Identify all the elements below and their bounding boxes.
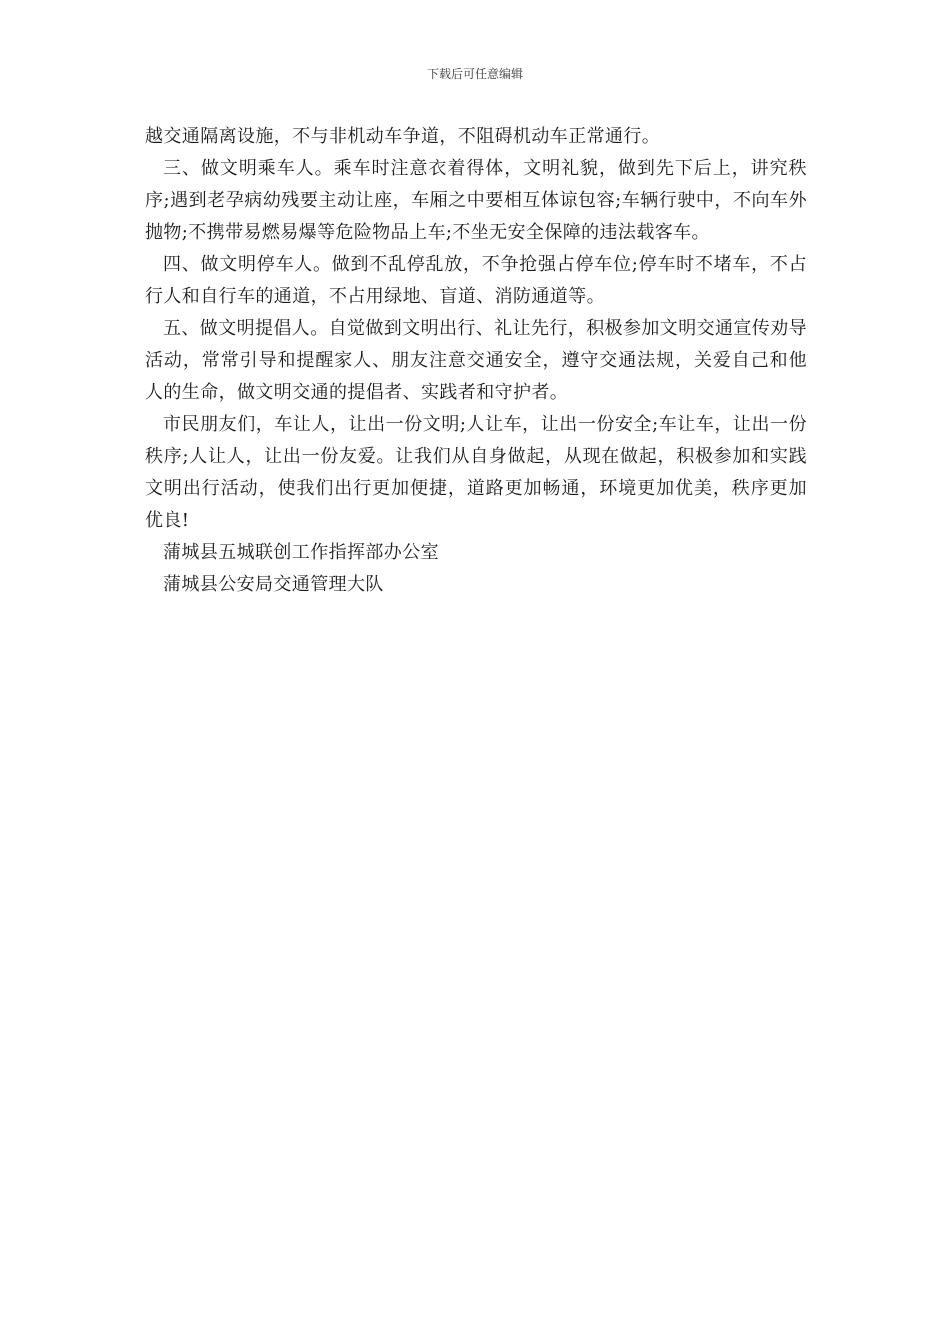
document-body [145,121,807,601]
paragraph-closing-appeal: 市民朋友们，车让人，让出一份文明;人让车，让出一份安全;车让车，让出一份秩序;人让人，让出一份友爱。让我们从自身做起，从现在做起，积极参加和实践文明出行活动，使我们出行更加便捷，道路更加畅通，环境更加优美，秩序更加优良! [145,414,807,531]
paragraph-continuation: 越交通隔离设施，不与非机动车争道，不阻碍机动车正常通行。 [145,126,661,147]
paragraph-civil-parking: 四、做文明停车人。做到不乱停乱放，不争抢强占停车位;停车时不堵车，不占行人和自行车的通道，不占用绿地、盲道、消防通道等。 [145,254,807,307]
paragraph-civil-passenger: 三、做文明乘车人。乘车时注意衣着得体，文明礼貌，做到先下后上，讲究秩序;遇到老孕病幼残要主动让座，车厢之中要相互体谅包容;车辆行驶中，不向车外抛物;不携带易燃易爆等危险物品上车;不坐无安全保障的违法载客车。 [145,158,807,243]
paragraph-civil-advocate: 五、做文明提倡人。自觉做到文明出行、礼让先行，积极参加文明交通宣传劝导活动，常常引导和提醒家人、朋友注意交通安全，遵守交通法规，关爱自己和他人的生命，做文明交通的提倡者、实践者和守护者。 [145,318,807,403]
signature-office: 蒲城县五城联创工作指挥部办公室 [163,542,439,563]
signature-traffic-brigade: 蒲城县公安局交通管理大队 [163,574,384,595]
page-header: 下载后可任意编辑 [426,67,523,81]
